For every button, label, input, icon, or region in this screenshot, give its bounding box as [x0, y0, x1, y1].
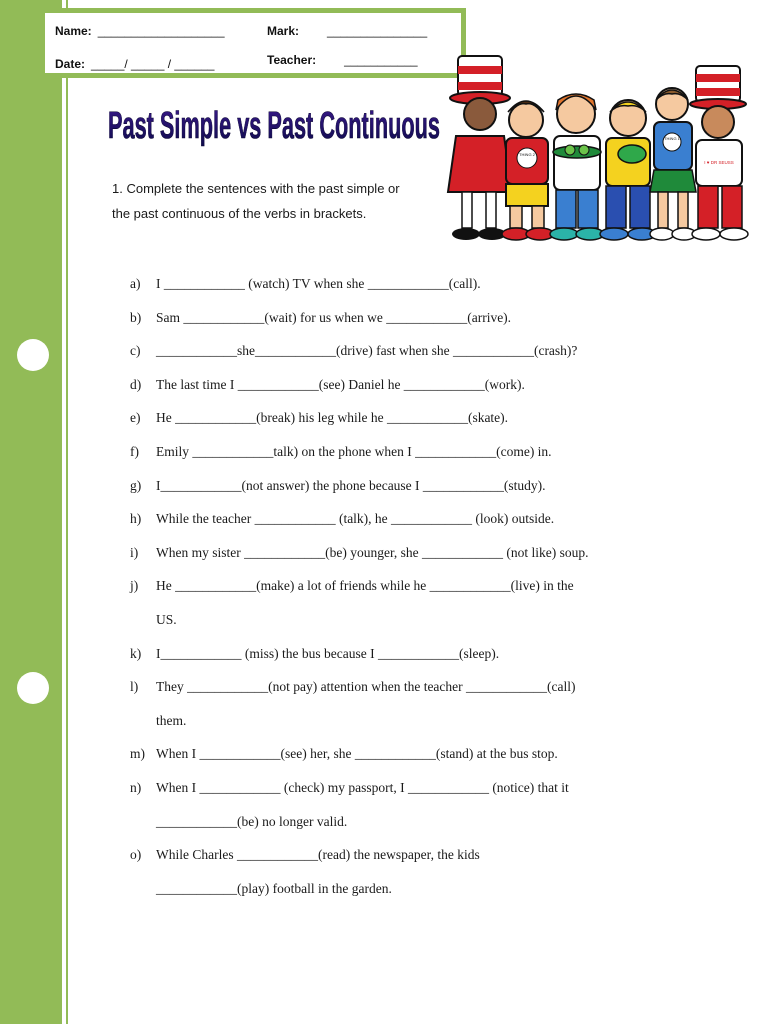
date-field[interactable] [55, 57, 214, 71]
worksheet-title [108, 88, 448, 154]
exercise-letter: o) [130, 847, 142, 863]
exercise-sentence[interactable]: He ____________(make) a lot of friends while he ____________(live) in the [156, 578, 574, 594]
kid-girl-cat-hat [448, 56, 512, 240]
teacher-label: Teacher: [267, 53, 317, 67]
exercise-letter: e) [130, 410, 141, 426]
exercise-sentence[interactable]: them. [156, 712, 187, 728]
instruction-line-2: the past continuous of the verbs in brackets. [112, 206, 367, 221]
date-label: Date: [55, 57, 86, 71]
exercise-sentence[interactable]: ____________(play) football in the garden. [156, 880, 392, 896]
exercise-sentence[interactable]: When my sister ____________(be) younger, she ____________ (not like) soup. [156, 544, 589, 560]
kids-illustration [444, 52, 756, 248]
exercise-sentence[interactable]: I ____________ (watch) TV when she ____________(call). [156, 276, 481, 291]
punch-hole [17, 672, 49, 704]
exercise-letter: l) [130, 679, 139, 695]
kid-green-ham [600, 100, 656, 240]
exercise-letter: d) [130, 376, 142, 392]
kid-thing-1 [650, 88, 696, 240]
kid-green-eggs [550, 94, 604, 240]
exercise-letter: n) [130, 780, 142, 795]
mark-field[interactable] [267, 24, 427, 38]
thing-2-shirt-text: THING 2 [519, 152, 535, 157]
exercise-sentence[interactable]: When I ____________(see) her, she ____________(stand) at the bus stop. [156, 746, 558, 762]
binder-margin [0, 0, 62, 1024]
title-text: Past Simple vs Past Continuous [108, 105, 440, 147]
exercise-letter: h) [130, 511, 142, 527]
exercise-letter: m) [130, 746, 145, 762]
exercise-sentence[interactable]: While Charles ____________(read) the newspaper, the kids [156, 847, 480, 863]
kid-thing-2 [502, 101, 554, 240]
dr-seuss-shirt-text: I ♥ DR SEUSS [704, 160, 734, 165]
exercise-instruction [112, 176, 442, 226]
mark-label: Mark: [267, 24, 300, 38]
name-blank[interactable]: ___________________ [97, 24, 225, 38]
name-label: Name: [55, 24, 92, 38]
exercise-sentence[interactable]: ____________she____________(drive) fast when she ____________(crash)? [156, 343, 578, 359]
exercise-sentence[interactable]: He ____________(break) his leg while he ____________(skate). [156, 410, 509, 426]
exercise-sentence[interactable]: I____________ (miss) the bus because I ____________(sleep). [156, 645, 500, 661]
exercise-sentence[interactable]: I____________(not answer) the phone because I ____________(study). [156, 477, 546, 493]
exercise-letter: k) [130, 645, 142, 661]
exercise-letter: f) [130, 444, 139, 459]
exercise-sentence[interactable]: While the teacher ____________ (talk), he ____________ (look) outside. [156, 511, 555, 527]
punch-hole [17, 339, 49, 371]
dr-seuss-kids-clipart [444, 52, 756, 248]
exercise-sentence[interactable]: Sam ____________(wait) for us when we ____________(arrive). [156, 309, 512, 325]
exercise-sentence[interactable]: ____________(be) no longer valid. [156, 813, 348, 829]
mark-blank[interactable]: _______________ [327, 24, 428, 38]
exercise-sentence[interactable]: US. [156, 611, 177, 627]
exercise-sentence[interactable]: They ____________(not pay) attention when the teacher ____________(call) [156, 679, 576, 695]
exercise-letter: j) [130, 578, 139, 594]
teacher-field[interactable] [267, 53, 418, 67]
exercise-letter: g) [130, 477, 142, 493]
exercise-sentence[interactable]: Emily ____________talk) on the phone when I ____________(come) in. [156, 444, 552, 459]
exercise-letter: i) [130, 544, 139, 560]
exercise-letter: c) [130, 343, 141, 359]
name-field[interactable] [55, 24, 225, 38]
student-info-box [40, 8, 466, 78]
exercise-letter: b) [130, 309, 142, 325]
margin-rule [66, 0, 68, 1024]
exercise-sentence[interactable]: When I ____________ (check) my passport, I ____________ (notice) that it [156, 780, 569, 795]
teacher-blank[interactable]: ___________ [344, 53, 418, 67]
exercise-letter: a) [130, 276, 141, 291]
date-blank[interactable]: _____/ _____ / ______ [91, 57, 215, 71]
thing-1-shirt-text: THING 1 [664, 136, 680, 141]
instruction-line-1: 1. Complete the sentences with the past simple or [112, 181, 400, 196]
exercise-sentence[interactable]: The last time I ____________(see) Daniel he ____________(work). [156, 376, 525, 392]
kid-dr-seuss-shirt [690, 66, 748, 240]
